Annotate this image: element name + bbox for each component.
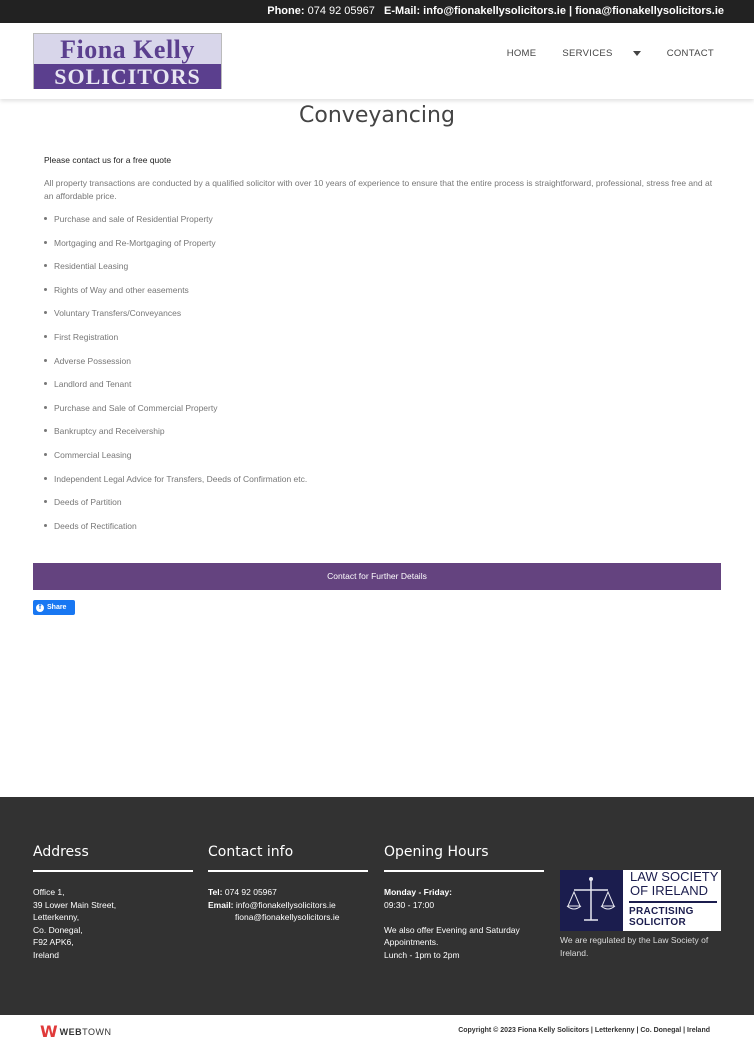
address-line: 39 Lower Main Street, [33,899,117,910]
email-label: E-Mail: [384,5,421,17]
logo-name: Fiona Kelly [60,35,195,64]
hours-days: Monday - Friday: [384,887,453,897]
footer-contact [208,844,368,924]
list-item: Purchase and Sale of Commercial Property [44,402,307,426]
chevron-down-icon[interactable] [633,51,641,56]
address-heading: Address [33,844,193,872]
contact-details-button[interactable]: Contact for Further Details [33,563,721,590]
hours-extra: We also offer Evening and Saturday [384,924,520,935]
webtown-w-icon: W [40,1022,58,1041]
list-item: Deeds of Partition [44,496,307,520]
list-item: Independent Legal Advice for Transfers, Deeds of Confirmation etc. [44,473,307,497]
footer-email-fiona[interactable]: fiona@fionakellysolicitors.ie [235,912,340,922]
bottom-bar [0,1015,754,1047]
hours-times: 09:30 - 17:00 [384,899,435,910]
phone-number[interactable]: 074 92 05967 [307,5,375,17]
list-item: Residential Leasing [44,260,307,284]
page-title: Conveyancing [299,103,455,128]
footer-email-info[interactable]: info@fionakellysolicitors.ie [235,899,336,910]
email-links[interactable]: info@fionakellysolicitors.ie | fiona@fionakellysolicitors.ie [423,5,724,17]
facebook-share-button[interactable] [33,600,75,615]
list-item: Landlord and Tenant [44,378,307,402]
list-item: Rights of Way and other easements [44,284,307,308]
footer-address [33,844,193,961]
copyright-text: Copyright © 2023 Fiona Kelly Solicitors | Letterkenny | Co. Donegal | Ireland [458,1027,710,1034]
list-item: Adverse Possession [44,355,307,379]
tel-label: Tel: [208,887,223,897]
logo-subtitle: SOLICITORS [34,64,221,89]
hours-heading: Opening Hours [384,844,544,872]
webtown-logo[interactable]: W WEBTOWN [40,1022,112,1041]
address-line: Ireland [33,949,59,960]
site-logo[interactable] [33,33,222,89]
intro-text: All property transactions are conducted by a qualified solicitor with over 10 years of experience to ensure that the entire process is straightforward, professional, stress free and at an affordable price. [44,178,713,201]
address-line: Office 1, [33,887,65,897]
list-item: Deeds of Rectification [44,520,307,544]
top-contact-bar [0,0,754,23]
hours-lunch: Lunch - 1pm to 2pm [384,949,460,960]
regulated-text: We are regulated by the Law Society of Ireland. [560,935,709,958]
address-line: Co. Donegal, [33,924,83,935]
facebook-icon: f [36,604,44,612]
list-item: Mortgaging and Re-Mortgaging of Property [44,237,307,261]
nav-contact[interactable]: CONTACT [666,48,714,59]
nav-home[interactable]: HOME [506,48,537,59]
address-line: F92 APK6, [33,937,74,947]
law-society-badge[interactable] [560,870,721,931]
site-header [25,23,729,99]
main-nav [481,48,714,59]
nav-services[interactable]: SERVICES [562,48,613,59]
list-item: Voluntary Transfers/Conveyances [44,307,307,331]
footer-hours [384,844,544,961]
site-footer [0,797,754,1015]
free-quote-text: Please contact us for a free quote [44,155,172,165]
list-item: Commercial Leasing [44,449,307,473]
scales-of-justice-icon [560,870,623,931]
badge-divider [629,901,717,903]
share-label: Share [47,604,67,611]
practising-solicitor-label: PRACTISING SOLICITOR [629,906,694,928]
list-item: First Registration [44,331,307,355]
hours-extra-2: Appointments. [384,937,439,947]
address-line: Letterkenny, [33,912,80,922]
services-list [44,213,307,543]
email-label-footer: Email: [208,899,234,910]
law-society-title: LAW SOCIETY OF IRELAND [630,869,719,898]
phone-label: Phone: [267,5,305,17]
list-item: Purchase and sale of Residential Property [44,213,307,237]
footer-phone[interactable]: 074 92 05967 [224,887,277,897]
contact-heading: Contact info [208,844,368,872]
list-item: Bankruptcy and Receivership [44,425,307,449]
